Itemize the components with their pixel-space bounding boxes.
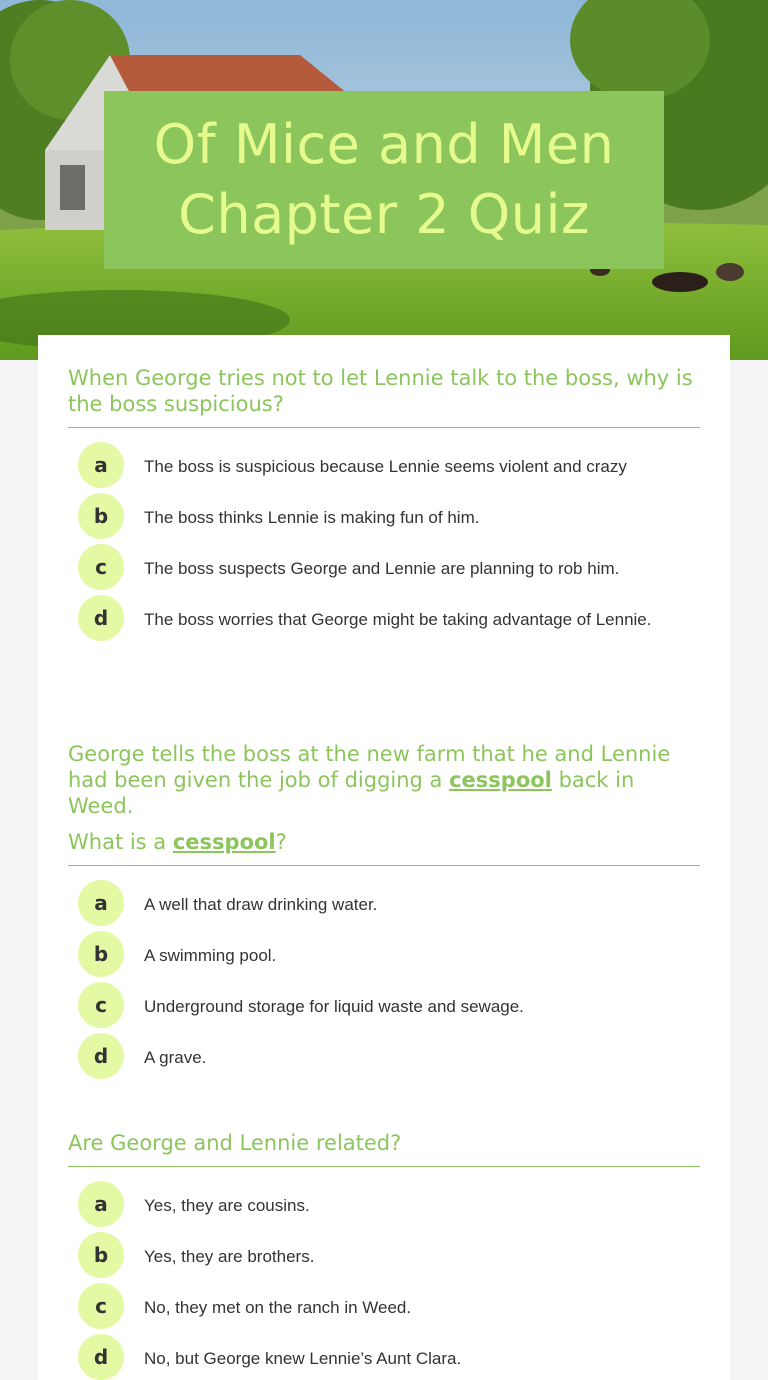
question-1-text: When George tries not to let Lennie talk to the boss, why is the boss suspicious? bbox=[68, 365, 700, 428]
question-3 bbox=[68, 1130, 700, 1380]
option-text[interactable]: A well that draw drinking water. bbox=[144, 895, 378, 914]
option-letter-badge[interactable]: d bbox=[78, 1334, 124, 1380]
option-letter-badge[interactable]: d bbox=[78, 1033, 124, 1079]
question-2-text-part: ? bbox=[275, 830, 287, 854]
answer-option-2a[interactable] bbox=[68, 880, 700, 931]
option-letter-badge[interactable]: b bbox=[78, 931, 124, 977]
quiz-card bbox=[38, 335, 730, 1380]
option-text[interactable]: A swimming pool. bbox=[144, 946, 277, 965]
answer-option-1c[interactable] bbox=[68, 544, 700, 595]
answer-option-2d[interactable] bbox=[68, 1033, 700, 1084]
answer-option-3c[interactable] bbox=[68, 1283, 700, 1334]
option-text[interactable]: No, but George knew Lennie’s Aunt Clara. bbox=[144, 1349, 462, 1368]
answer-option-2c[interactable] bbox=[68, 982, 700, 1033]
question-3-text: Are George and Lennie related? bbox=[68, 1130, 700, 1167]
option-text[interactable]: Underground storage for liquid waste and sewage. bbox=[144, 997, 524, 1016]
answer-option-2b[interactable] bbox=[68, 931, 700, 982]
quiz-title-line-1: Of Mice and Men bbox=[153, 113, 615, 176]
question-2-text bbox=[68, 741, 700, 866]
question-1-options bbox=[68, 442, 700, 655]
term-link-cesspool[interactable]: cesspool bbox=[449, 768, 552, 792]
answer-option-1b[interactable] bbox=[68, 493, 700, 544]
answer-option-1a[interactable] bbox=[68, 442, 700, 493]
option-text[interactable]: The boss worries that George might be taking advantage of Lennie. bbox=[144, 610, 652, 629]
question-2 bbox=[68, 741, 700, 1084]
option-text[interactable]: A grave. bbox=[144, 1048, 207, 1067]
quiz-title-line-2: Chapter 2 Quiz bbox=[178, 183, 590, 246]
question-3-options bbox=[68, 1181, 700, 1380]
answer-option-3d[interactable] bbox=[68, 1334, 700, 1380]
option-text[interactable]: The boss suspects George and Lennie are planning to rob him. bbox=[144, 559, 620, 578]
option-text[interactable]: Yes, they are brothers. bbox=[144, 1247, 315, 1266]
option-letter-badge[interactable]: b bbox=[78, 493, 124, 539]
question-2-text-part: What is a bbox=[68, 830, 173, 854]
answer-option-3a[interactable] bbox=[68, 1181, 700, 1232]
option-letter-badge[interactable]: c bbox=[78, 982, 124, 1028]
option-letter-badge[interactable]: a bbox=[78, 442, 124, 488]
quiz-title-box bbox=[104, 91, 664, 269]
question-2-options bbox=[68, 880, 700, 1084]
answer-option-3b[interactable] bbox=[68, 1232, 700, 1283]
option-text[interactable]: The boss is suspicious because Lennie seems violent and crazy bbox=[144, 457, 627, 476]
question-2-text-part: back in Weed. bbox=[68, 768, 635, 818]
question-1 bbox=[68, 365, 700, 655]
option-text[interactable]: The boss thinks Lennie is making fun of him. bbox=[144, 508, 480, 527]
option-letter-badge[interactable]: a bbox=[78, 1181, 124, 1227]
option-text[interactable]: Yes, they are cousins. bbox=[144, 1196, 310, 1215]
hero-banner bbox=[0, 0, 768, 360]
option-letter-badge[interactable]: c bbox=[78, 1283, 124, 1329]
option-letter-badge[interactable]: b bbox=[78, 1232, 124, 1278]
option-text[interactable]: No, they met on the ranch in Weed. bbox=[144, 1298, 412, 1317]
question-2-text-part: George tells the boss at the new farm that he and Lennie had been given the job of digging a bbox=[68, 742, 671, 792]
option-letter-badge[interactable]: c bbox=[78, 544, 124, 590]
answer-option-1d[interactable] bbox=[68, 595, 700, 655]
option-letter-badge[interactable]: a bbox=[78, 880, 124, 926]
option-letter-badge[interactable]: d bbox=[78, 595, 124, 641]
question-2-line-2 bbox=[68, 829, 700, 855]
term-link-cesspool[interactable]: cesspool bbox=[172, 830, 276, 854]
